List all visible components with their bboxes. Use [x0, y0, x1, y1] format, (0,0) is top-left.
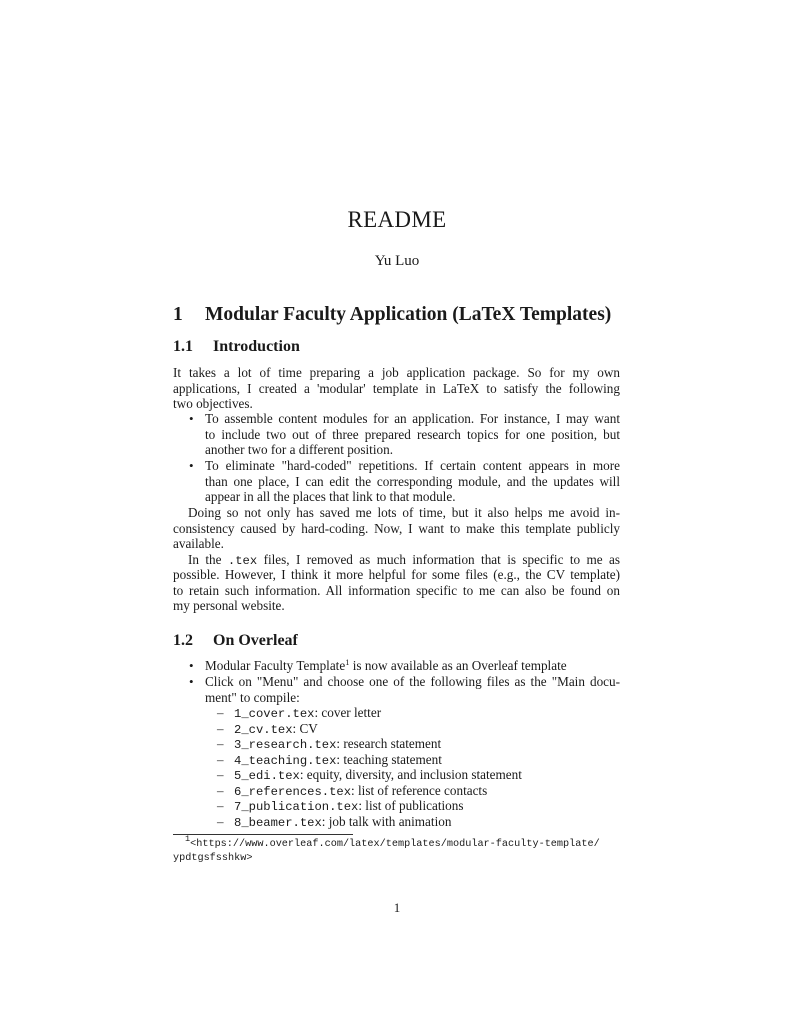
file-name: 2_cv.tex: [234, 722, 293, 737]
paragraph-line: In the .tex files, I removed as much information that is specific to me as: [188, 551, 620, 568]
paragraph-line: consistency caused by hard-coding. Now, I want to make this template publicly: [173, 520, 620, 536]
list-item-line: Click on "Menu" and choose one of the following files as the "Main docu-: [205, 674, 620, 689]
file-name: 1_cover.tex: [234, 707, 315, 721]
dash-icon: –: [217, 798, 224, 813]
file-name: 4_teaching.tex: [234, 753, 337, 768]
paragraph-line: possible. However, I think it more helpful for some files (e.g., the CV template): [173, 567, 620, 582]
inline-code: .tex: [227, 553, 258, 568]
section-number: 1: [173, 304, 183, 325]
subsection-title: Introduction: [213, 338, 300, 355]
paragraph-line: available.: [173, 536, 224, 551]
footnote-url-line[interactable]: ypdtgsfsshkw>: [173, 853, 253, 864]
footnote-url-line[interactable]: $^1$<https://www.overleaf.com/latex/templates/modular-faculty-template/: [185, 834, 600, 850]
footnote-rule: [173, 834, 353, 835]
dash-icon: –: [217, 782, 224, 798]
document-author: Yu Luo: [374, 253, 420, 269]
list-item-line: to include two out of three prepared research topics for one position, but: [205, 426, 620, 442]
file-list-item: 1_cover.tex: cover letter: [234, 705, 382, 721]
page-number: 1: [393, 900, 401, 915]
list-item-line: ment" to compile:: [205, 689, 300, 705]
list-item-line: To eliminate "hard-coded" repetitions. If certain content appears in more: [205, 458, 620, 473]
file-name: 6_references.tex: [234, 784, 352, 799]
dash-icon: –: [217, 736, 224, 751]
file-list-item: 6_references.tex: list of reference contacts: [234, 782, 488, 799]
paragraph-line: Doing so not only has saved me lots of time, but it also helps me avoid in-: [188, 505, 620, 520]
file-list-item: 4_teaching.tex: teaching statement: [234, 751, 442, 768]
dash-icon: –: [217, 767, 224, 782]
file-list-item: 5_edi.tex: equity, diversity, and inclusion statement: [234, 767, 522, 783]
section-heading: [173, 304, 611, 326]
subsection-heading-on-overleaf: [173, 632, 298, 650]
file-list-item: 3_research.tex: research statement: [234, 736, 442, 752]
dash-icon: –: [217, 813, 224, 829]
file-list-item: 7_publication.tex: list of publications: [234, 798, 464, 814]
footnote-mark: 1: [185, 834, 191, 844]
paragraph-line: my personal website.: [173, 598, 285, 613]
subsection-heading-introduction: [173, 338, 300, 356]
file-list-item: 8_beamer.tex: job talk with animation: [234, 813, 452, 830]
subsection-title: On Overleaf: [213, 632, 298, 649]
dash-icon: –: [217, 705, 224, 720]
file-list-item: 2_cv.tex: CV: [234, 720, 318, 737]
section-title: Modular Faculty Application (LaTeX Templates): [205, 304, 612, 325]
footnote-mark[interactable]: 1: [345, 657, 350, 667]
list-item-line: Modular Faculty Template$^1$ is now available as an Overleaf template: [205, 657, 567, 673]
paragraph-line: It takes a lot of time preparing a job application package. So for my own: [173, 365, 620, 380]
file-name: 8_beamer.tex: [234, 815, 322, 830]
bullet-icon: •: [189, 658, 194, 673]
paragraph-line: two objectives.: [173, 396, 253, 411]
paragraph-line: applications, I created a 'modular' template in LaTeX to satisfy the following: [173, 380, 620, 396]
list-item-line: than one place, I can edit the corresponding module, and the updates will: [205, 473, 620, 489]
bullet-icon: •: [189, 411, 194, 426]
file-name: 5_edi.tex: [234, 769, 300, 783]
document-title: README: [347, 207, 447, 232]
file-name: 3_research.tex: [234, 738, 337, 752]
dash-icon: –: [217, 751, 224, 767]
subsection-number: 1.2: [173, 632, 193, 649]
list-item-line: another two for a different position.: [205, 442, 393, 457]
dash-icon: –: [217, 720, 224, 736]
paragraph-line: to retain such information. All information specific to me can also be found on: [173, 582, 620, 598]
list-item-line: To assemble content modules for an application. For instance, I may want: [205, 411, 620, 426]
bullet-icon: •: [189, 674, 194, 689]
file-name: 7_publication.tex: [234, 800, 359, 814]
subsection-number: 1.1: [173, 338, 193, 355]
bullet-icon: •: [189, 458, 194, 473]
list-item-line: appear in all the places that link to that module.: [205, 489, 456, 504]
